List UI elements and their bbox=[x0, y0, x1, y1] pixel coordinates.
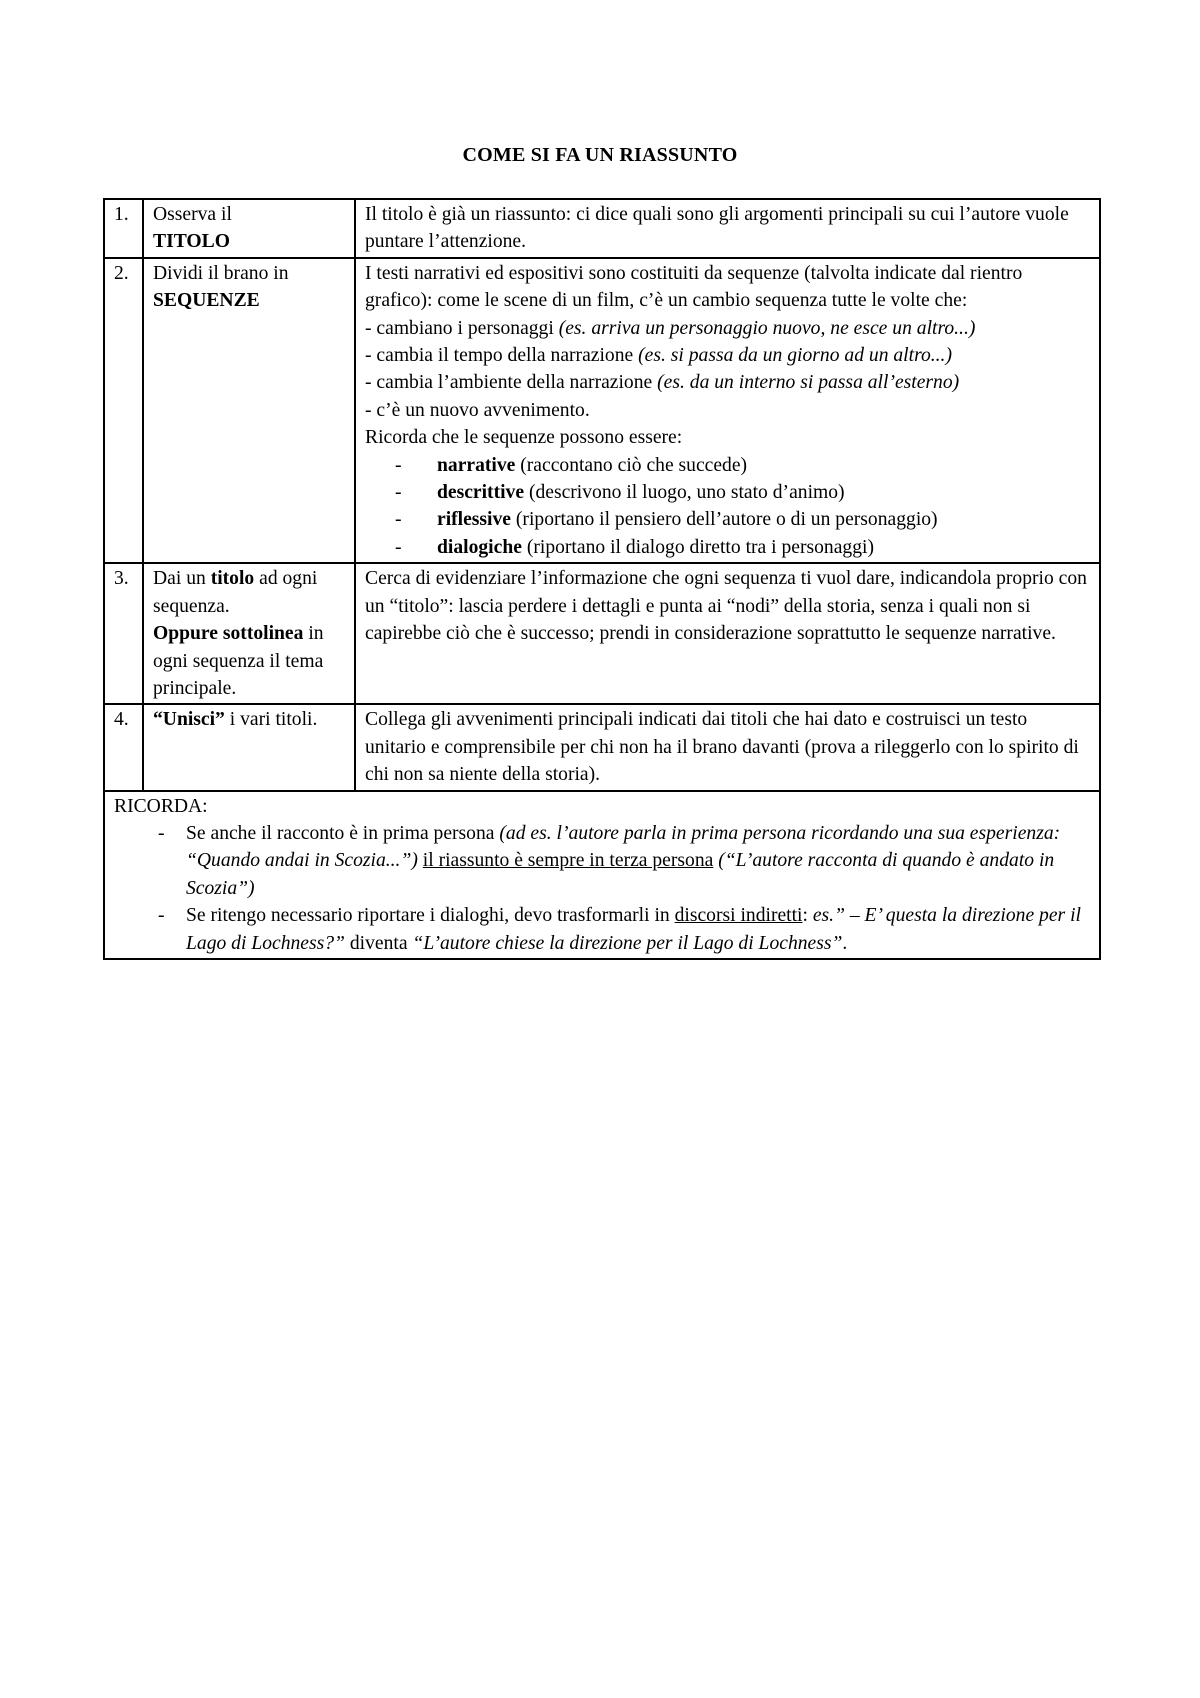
step-label bbox=[143, 258, 355, 563]
change-example: (es. da un interno si passa all’esterno) bbox=[657, 372, 960, 394]
step-label-keyword: Oppure bbox=[153, 623, 223, 645]
reminder-row bbox=[104, 791, 1100, 959]
type-desc: (riportano il pensiero dell’autore o di un personaggio) bbox=[511, 509, 938, 531]
reminder-example: es.” – E’ questa la direzione per il Lago di Lochness?” bbox=[186, 905, 1081, 954]
summary-guide-table bbox=[103, 198, 1101, 960]
step-label-text: ad ogni sequenza. bbox=[153, 568, 318, 617]
reminder-text: : bbox=[802, 905, 813, 927]
change-example: (es. si passa da un giorno ad un altro...) bbox=[638, 345, 952, 367]
reminder-example: (“L’autore racconta di quando è andato in Scozia”) bbox=[186, 850, 1055, 899]
type-desc: (riportano il dialogo diretto tra i personaggi) bbox=[521, 536, 874, 558]
type-desc: (descrivono il luogo, uno stato d’animo) bbox=[524, 482, 845, 504]
reminder-box bbox=[104, 791, 1100, 959]
table-row bbox=[104, 704, 1100, 790]
list-item bbox=[395, 506, 1093, 533]
step-number: 3. bbox=[104, 563, 143, 704]
reminder-emphasis: discorsi indiretti bbox=[674, 905, 803, 927]
step-number: 2. bbox=[104, 258, 143, 563]
list-item bbox=[395, 452, 1093, 479]
type-name: narrative bbox=[437, 454, 516, 476]
type-name: riflessive bbox=[437, 509, 511, 531]
table-row bbox=[104, 258, 1100, 563]
sequence-change-item bbox=[365, 342, 1093, 369]
step-label bbox=[143, 563, 355, 704]
reminder-text: diventa bbox=[344, 932, 413, 954]
table-row bbox=[104, 563, 1100, 704]
step-label-keyword: TITOLO bbox=[153, 231, 230, 253]
list-item bbox=[158, 820, 1093, 902]
step-label-keyword: SEQUENZE bbox=[153, 290, 260, 312]
change-text: - cambia il tempo della narrazione bbox=[365, 345, 639, 367]
page-title: COME SI FA UN RIASSUNTO bbox=[462, 144, 738, 166]
reminder-text: Se ritengo necessario riportare i dialoghi, devo trasformarli in bbox=[186, 905, 675, 927]
sequence-intro: I testi narrativi ed espositivi sono costituiti da sequenze (talvolta indicate dal rientro grafico): come le scene di un film, c’è un cambio sequenza tutte le volte che: bbox=[365, 262, 1023, 312]
step-description: Il titolo è già un riassunto: ci dice quali sono gli argomenti principali su cui l’autore vuole puntare l’attenzione. bbox=[355, 199, 1100, 258]
reminder-example: (ad es. l’autore parla in prima persona ricordando una sua esperienza: “Quando andai in Scozia...”) bbox=[186, 822, 1061, 872]
list-item bbox=[395, 534, 1093, 561]
step-label bbox=[143, 704, 355, 790]
reminder-text: . bbox=[842, 932, 848, 954]
list-item bbox=[158, 902, 1093, 957]
change-text: - c’è un nuovo avvenimento. bbox=[365, 399, 590, 421]
step-description: Cerca di evidenziare l’informazione che ogni sequenza ti vuol dare, indicandola proprio con un “titolo”: lascia perdere i dettagli e punta ai “nodi” della storia, senza i quali non si capirebbe ciò che è successo; prendi in considerazione soprattutto le sequenze narrative. bbox=[355, 563, 1100, 704]
change-text: - cambia l’ambiente della narrazione bbox=[365, 372, 658, 394]
step-label bbox=[143, 199, 355, 258]
sequence-types-intro: Ricorda che le sequenze possono essere: bbox=[365, 427, 683, 449]
sequence-types-list bbox=[365, 452, 1093, 562]
step-label-text: in ogni sequenza il tema principale. bbox=[153, 623, 324, 699]
list-item bbox=[395, 479, 1093, 506]
step-label-text: i vari titoli. bbox=[224, 709, 318, 731]
step-label-text: Dividi il brano in bbox=[153, 262, 289, 284]
type-name: dialogiche bbox=[437, 536, 522, 558]
table-row bbox=[104, 199, 1100, 258]
sequence-change-item bbox=[365, 397, 1093, 424]
step-number: 1. bbox=[104, 199, 143, 258]
reminder-list bbox=[114, 820, 1093, 957]
sequence-change-item bbox=[365, 315, 1093, 342]
step-description bbox=[355, 258, 1100, 563]
step-description: Collega gli avvenimenti principali indicati dai titoli che hai dato e costruisci un testo unitario e comprensibile per chi non ha il brano davanti (prova a rileggerlo con lo spirito di chi non sa niente della storia). bbox=[355, 704, 1100, 790]
type-desc: (raccontano ciò che succede) bbox=[515, 454, 748, 476]
step-label-text: Dai un bbox=[153, 568, 211, 590]
step-label-keyword: titolo bbox=[210, 568, 255, 590]
step-label-keyword: “Unisci” bbox=[153, 709, 225, 731]
reminder-heading: RICORDA: bbox=[114, 795, 208, 817]
change-text: - cambiano i personaggi bbox=[365, 317, 559, 339]
change-example: (es. arriva un personaggio nuovo, ne esce un altro...) bbox=[558, 317, 976, 339]
reminder-example: “L’autore chiese la direzione per il Lago di Lochness” bbox=[412, 932, 843, 954]
step-label-text: Osserva il bbox=[153, 204, 232, 225]
reminder-emphasis: il riassunto è sempre in terza persona bbox=[422, 850, 714, 872]
step-number: 4. bbox=[104, 704, 143, 790]
sequence-change-item bbox=[365, 369, 1093, 396]
reminder-text: Se anche il racconto è in prima persona bbox=[186, 822, 500, 844]
step-label-keyword: sottolinea bbox=[222, 623, 304, 645]
type-name: descrittive bbox=[437, 482, 525, 504]
